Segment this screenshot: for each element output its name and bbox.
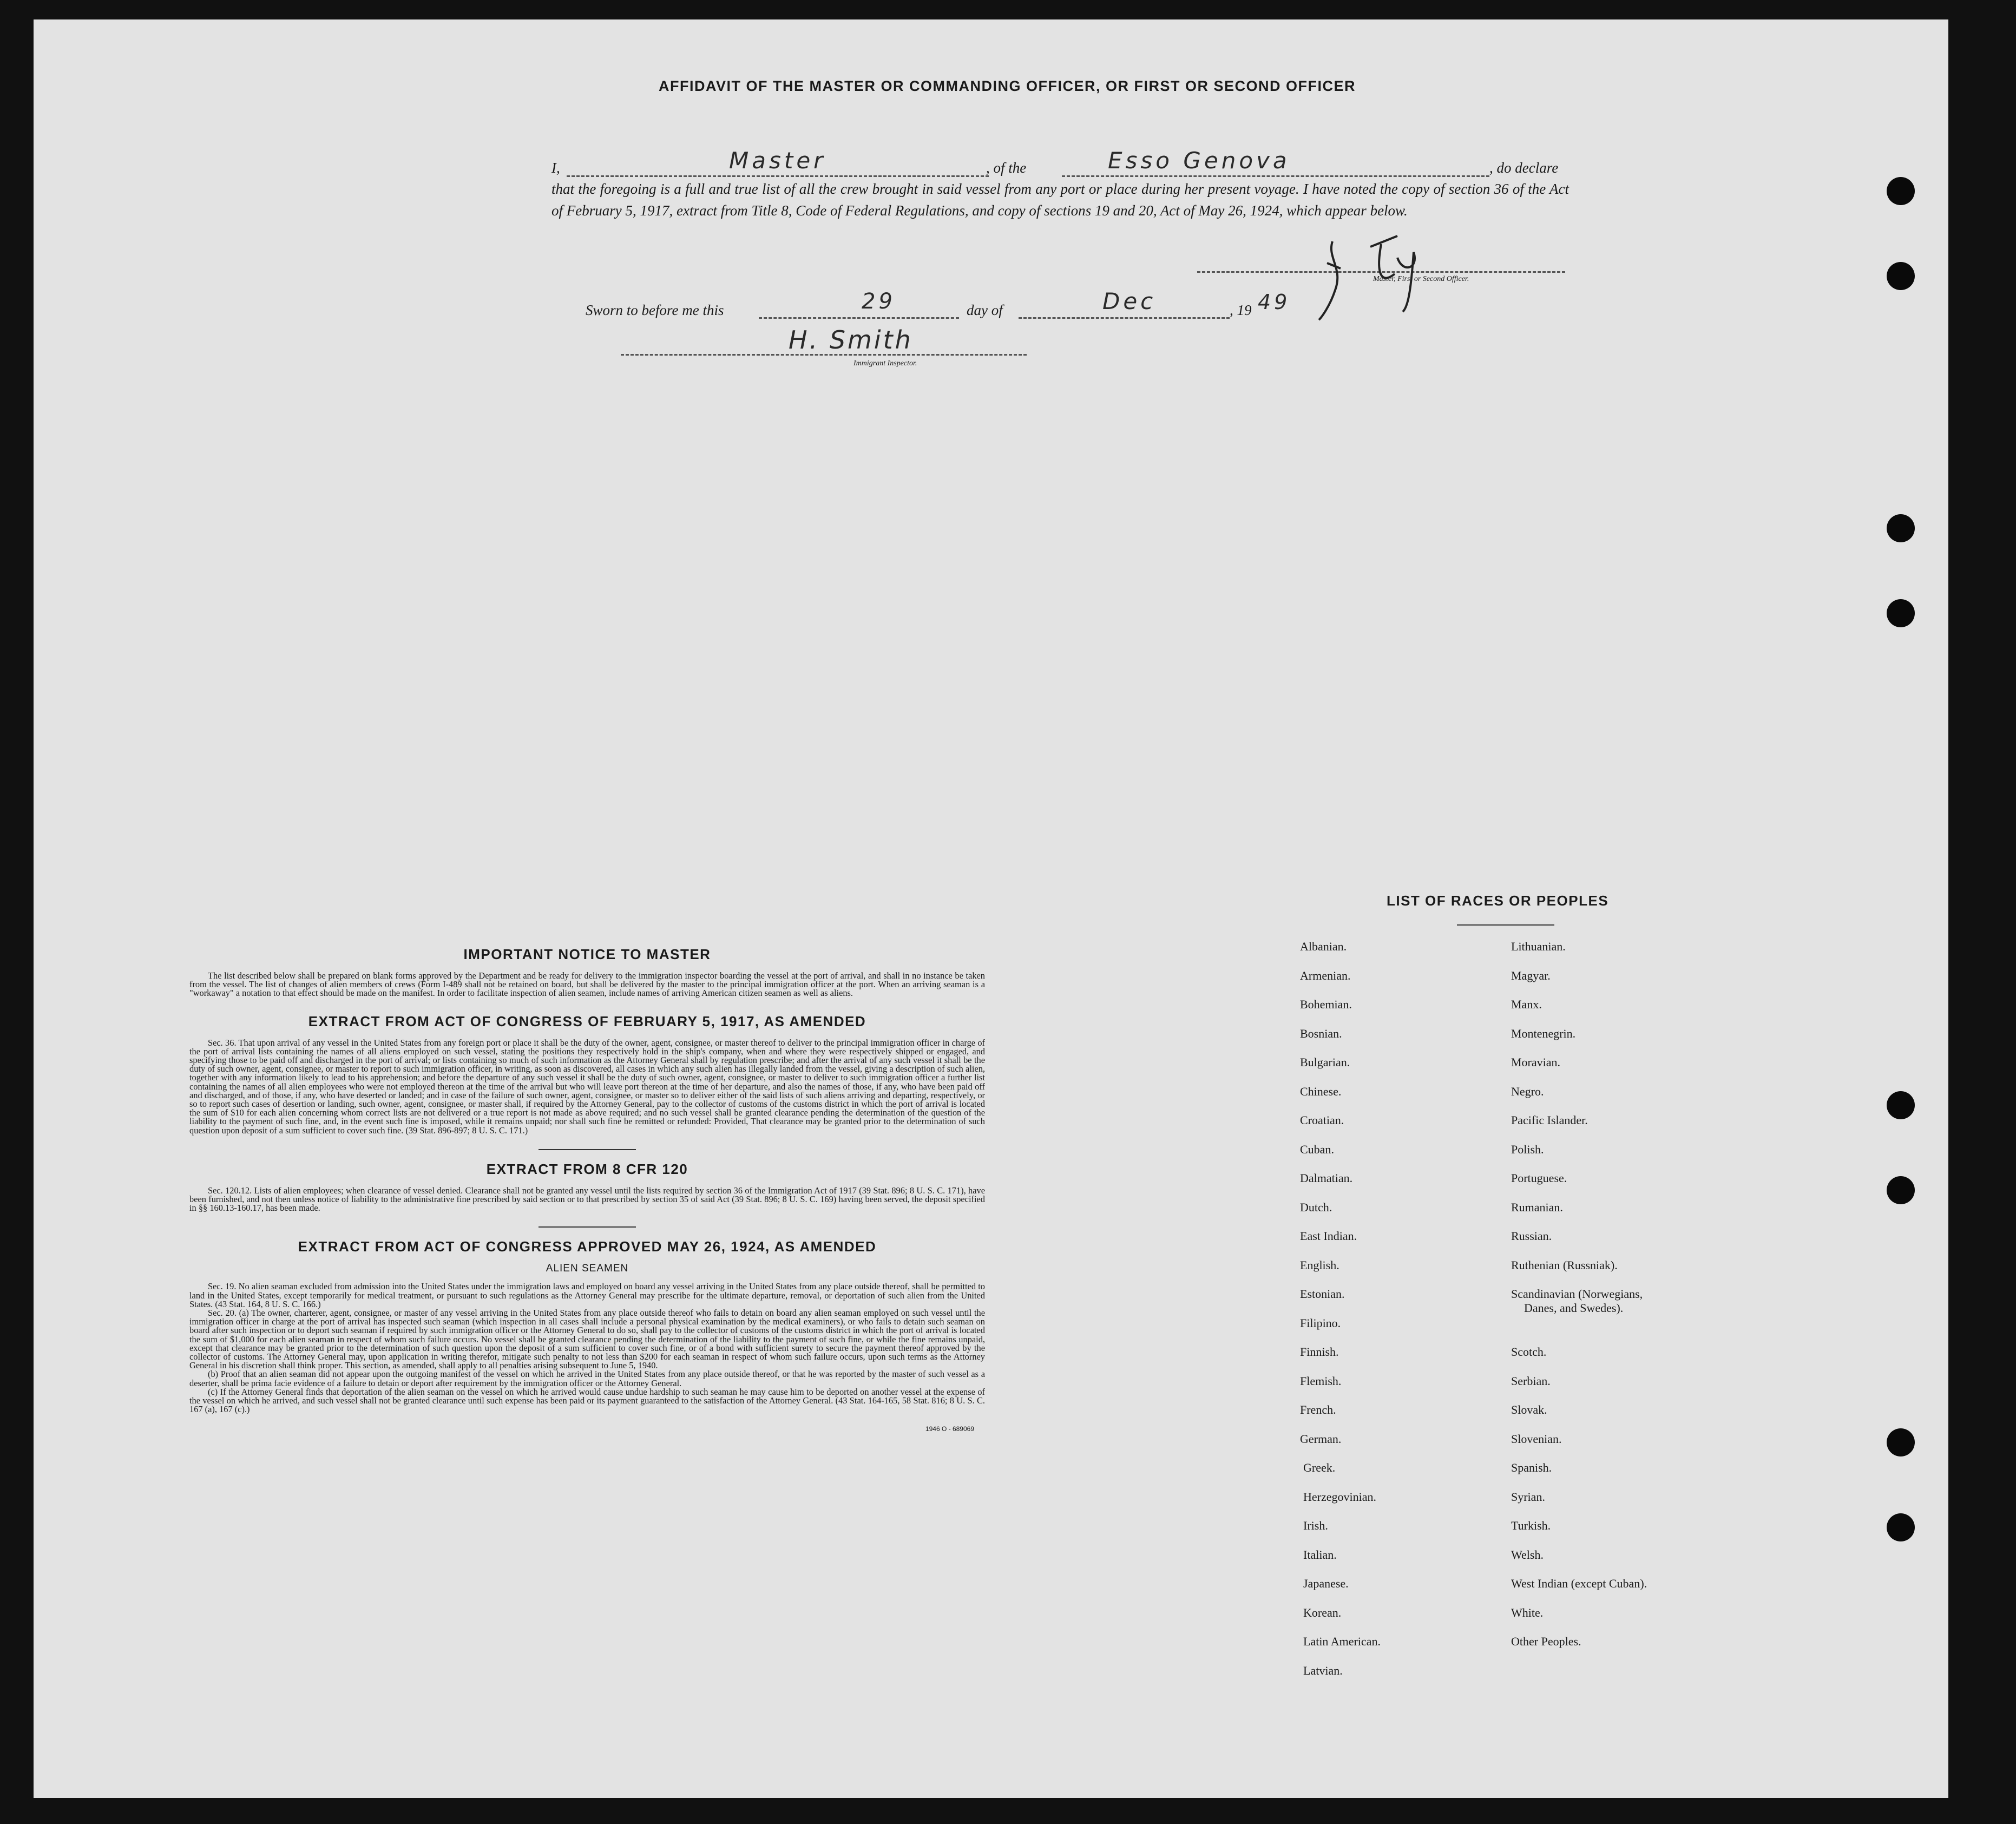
- race-item: Montenegrin.: [1511, 1026, 1576, 1040]
- race-item: Welsh.: [1511, 1547, 1544, 1561]
- affidavit-title: AFFIDAVIT OF THE MASTER OR COMMANDING OFFICER, OR FIRST OR SECOND OFFICER: [659, 78, 1356, 94]
- race-item: Chinese.: [1300, 1084, 1342, 1098]
- race-item: West Indian (except Cuban).: [1511, 1577, 1647, 1590]
- officer-signature: [1300, 225, 1473, 323]
- race-item: Cuban.: [1300, 1142, 1334, 1156]
- race-item: Ruthenian (Russniak).: [1511, 1258, 1618, 1272]
- race-item: White.: [1511, 1605, 1544, 1619]
- do-declare-label: , do declare: [1489, 160, 1559, 176]
- sworn-prefix: Sworn to before me this: [586, 302, 724, 318]
- race-item: Irish.: [1303, 1519, 1328, 1532]
- extract-1924-subheading: ALIEN SEAMEN: [546, 1263, 629, 1275]
- extract-1917-heading: EXTRACT FROM ACT OF CONGRESS OF FEBRUARY 5, 1917, AS AMENDED: [308, 1013, 866, 1029]
- race-item: Russian.: [1511, 1229, 1552, 1243]
- inspector-caption: Immigrant Inspector.: [853, 359, 917, 368]
- binder-hole: [1887, 177, 1915, 205]
- notice-column: [189, 946, 985, 1433]
- race-item: Japanese.: [1303, 1577, 1349, 1590]
- race-item: East Indian.: [1300, 1229, 1357, 1243]
- of-the-label: , of the: [986, 160, 1027, 176]
- race-item: Syrian.: [1511, 1490, 1545, 1504]
- race-item: Other Peoples.: [1511, 1635, 1581, 1648]
- binder-hole: [1887, 1091, 1915, 1119]
- race-item: Slovak.: [1511, 1403, 1547, 1416]
- race-item: Greek.: [1303, 1461, 1336, 1474]
- race-item: Magyar.: [1511, 968, 1551, 982]
- notice-heading: IMPORTANT NOTICE TO MASTER: [463, 946, 711, 962]
- race-item: French.: [1300, 1403, 1336, 1416]
- races-heading: LIST OF RACES OR PEOPLES: [1387, 893, 1609, 909]
- race-item: Lithuanian.: [1511, 940, 1566, 953]
- notice-text: The list described below shall be prepared on blank forms approved by the Department and be ready for delivery to the immigration inspector boarding the vessel at the port of arrival, and shall in no instance be taken from the vessel. The list of changes of alien members of crews (Form I-489 shall not be retained on board, but shall be delivered by the master to the principal immigration officer at the port. When an arriving seaman is a "workaway" a notation to that effect should be made on the manifest. In order to facilitate inspection of alien seamen, include names of arriving American citizen seamen as well as aliens.: [189, 970, 985, 999]
- race-item: Albanian.: [1300, 940, 1347, 953]
- extract-cfr-heading: EXTRACT FROM 8 CFR 120: [486, 1160, 688, 1177]
- race-item: Korean.: [1303, 1605, 1342, 1619]
- race-item: Dutch.: [1300, 1200, 1332, 1214]
- binder-hole: [1887, 1513, 1915, 1541]
- binder-hole: [1887, 599, 1915, 627]
- race-item: Croatian.: [1300, 1113, 1344, 1127]
- affidavit-prefix: I,: [551, 160, 560, 176]
- race-item: Spanish.: [1511, 1461, 1552, 1474]
- race-item: Bosnian.: [1300, 1026, 1342, 1040]
- race-item: Pacific Islander.: [1511, 1113, 1588, 1127]
- race-item: Scotch.: [1511, 1345, 1547, 1359]
- extract-cfr-text: Sec. 120.12. Lists of alien employees; when clearance of vessel denied. Clearance shall not be granted any vessel until the lists required by section 36 of the Immigration Act of 1917 (39 Stat. 896; 8 U. S. C. 171), have been furnished, and not then unless notice of liability to the administrative fine prescribed by said section or to that prescribed by section 35 of said Act (39 Stat. 896; 8 U. S. C. 169) having been served, the deposit specified in §§ 160.13-160.17, has been made.: [189, 1185, 985, 1213]
- race-item: Manx.: [1511, 998, 1542, 1011]
- extract-1924-sec20b: (b) Proof that an alien seaman did not appear upon the outgoing manifest of the vessel on which he arrived in the United States from any place outside thereof, or that he was reported by the master of such vessel as a deserter, shall be prima facie evidence of a failure to detain or deport after requirement by the immigration officer or the Attorney General.: [189, 1369, 985, 1388]
- race-item: Turkish.: [1511, 1519, 1551, 1532]
- race-item: Rumanian.: [1511, 1200, 1563, 1214]
- extract-1924-sec20a: Sec. 20. (a) The owner, charterer, agent, consignee, or master of any vessel arriving in the United States from any place outside thereof who fails to detain on board any alien seaman employed on such vessel until the immigration officer in charge at the port of arrival has inspected such seaman (which inspection in all cases shall include a personal physical examination by the medical examiners), or who fails to detain such seaman on board after such inspection or to deport such seaman if required by such immigration officer or the Attorney General to do so, shall pay to the collector of customs of the customs district in which the port of arrival is located the sum of $1,000 for each alien seaman in respect of whom such failure occurs. No vessel shall be granted clearance pending the determination of the liability to the payment of such fine, or while the fine remains unpaid, except that clearance may be granted prior to the determination of such question upon the deposit of a sum sufficient to cover such fine, or of a bond with sufficient surety to secure the payment thereof approved by the collector of customs. The Attorney General may, upon application in writing therefor, mitigate such penalty to not less than $200 for each seaman in respect of whom such failure occurs, upon such terms as the Attorney General in his discretion shall think proper. This section, as amended, shall apply to all penalties arising subsequent to June 5, 1940.: [189, 1308, 985, 1371]
- race-item: Portuguese.: [1511, 1171, 1567, 1185]
- race-item: Flemish.: [1300, 1374, 1342, 1388]
- binder-hole: [1887, 1176, 1915, 1204]
- master-handwritten: Master: [729, 147, 826, 174]
- race-item: Danes, and Swedes).: [1524, 1301, 1624, 1315]
- affidavit-body: that the foregoing is a full and true list of all the crew brought in said vessel from any port or place during her present voyage. I have noted the copy of section 36 of the Act of February 5, 1917, extract from Title 8, Code of Federal Regulations, and copy of sections 19 and 20, Act of May 26, 1924, which appear below.: [551, 181, 1569, 219]
- day-of-label: day of: [967, 302, 1003, 318]
- officer-caption: Master, First or Second Officer.: [1373, 275, 1469, 283]
- race-item: Moravian.: [1511, 1055, 1561, 1069]
- binder-hole: [1887, 1428, 1915, 1456]
- race-item: Bohemian.: [1300, 998, 1352, 1011]
- extract-1924-sec19: Sec. 19. No alien seaman excluded from admission into the United States under the immigration laws and employed on board any vessel arriving in the United States from any place outside thereof, shall be permitted to land in the United States, except temporarily for medical treatment, or pursuant to such regulations as the Attorney General may prescribe for the ultimate departure, removal, or deportation of such alien from the United States. (43 Stat. 164, 8 U. S. C. 166.): [189, 1281, 985, 1309]
- year-prefix: , 19: [1230, 302, 1252, 318]
- race-item: Negro.: [1511, 1084, 1544, 1098]
- year-handwritten: 49: [1258, 290, 1291, 314]
- race-item: Filipino.: [1300, 1316, 1341, 1330]
- extract-1924-heading: EXTRACT FROM ACT OF CONGRESS APPROVED MAY 26, 1924, AS AMENDED: [298, 1238, 877, 1255]
- race-item: Herzegovinian.: [1303, 1490, 1376, 1504]
- month-handwritten: Dec: [1102, 288, 1157, 314]
- day-handwritten: 29: [862, 289, 896, 314]
- inspector-signature-handwritten: H. Smith: [789, 325, 913, 355]
- binder-hole: [1887, 262, 1915, 290]
- race-item: Slovenian.: [1511, 1432, 1562, 1446]
- race-item: Italian.: [1303, 1547, 1337, 1561]
- race-item: Dalmatian.: [1300, 1171, 1353, 1185]
- race-item: Bulgarian.: [1300, 1055, 1350, 1069]
- race-item: Scandinavian (Norwegians,: [1511, 1287, 1643, 1301]
- race-item: Latvian.: [1303, 1663, 1343, 1677]
- extract-1917-text: Sec. 36. That upon arrival of any vessel in the United States from any foreign port or place it shall be the duty of the owner, agent, consignee, or master thereof to deliver to the principal immigration officer in charge of the port of arrival lists containing the names of all aliens employed on such vessel, stating the positions they respectively hold in the ship's company, when and where they were respectively shipped or engaged, and specifying those to be paid off and discharged in the port of arrival; or lists containing so much of such information as the Attorney General shall by regulation prescribe; and after the arrival of any such vessel it shall be the duty of such owner, agent, consignee, or master to report to such immigration officer, in writing, as soon as discovered, all cases in which any such alien has illegally landed from the vessel, giving a description of such alien, together with any information likely to lead to his apprehension; and before the departure of any such vessel it shall be the duty of such owner, agent, consignee, or master to deliver to such immigration officer a further list containing the names of all alien employees who were not employed thereon at the time of the arrival but who will leave port thereon at the time of her departure, and also the names of those, if any, who have been paid off and discharged, and of those, if any, who have deserted or landed; and in case of the failure of such owner, agent, consignee, or master so to deliver either of the said lists of such aliens arriving and departing, respectively, or so to report such cases of desertion or landing, such owner, agent, consignee, or master shall, if required by the Attorney General, pay to the collector of customs of the customs district in which the port of arrival is located the sum of $10 for each alien concerning whom correct lists are not delivered or a true report is not made as above required; and no such vessel shall be granted clearance pending the determination of the question of the liability to the payment of such fine, and, in the event such fine is imposed, while it remains unpaid; nor shall such fine be remitted or refunded: Provided, That clearance may be granted prior to the determination of such question upon deposit of a sum sufficient to cover such fine. (39 Stat. 896-897; 8 U. S. C. 171.): [189, 1037, 985, 1136]
- race-item: English.: [1300, 1258, 1339, 1272]
- vessel-name-handwritten: Esso Genova: [1108, 147, 1290, 174]
- print-code: 1946 O - 689069: [925, 1425, 974, 1433]
- race-item: Armenian.: [1300, 968, 1351, 982]
- race-item: Polish.: [1511, 1142, 1544, 1156]
- binder-hole: [1887, 514, 1915, 542]
- document-page: [34, 19, 1948, 1798]
- race-item: German.: [1300, 1432, 1342, 1446]
- extract-1924-sec20c: (c) If the Attorney General finds that deportation of the alien seaman on the vessel on which he arrived would cause undue hardship to such seaman he may cause him to be deported on another vessel at the expense of the vessel on which he arrived, and such vessel shall not be granted clearance until such expense has been paid or its payment guaranteed to the satisfaction of the Attorney General. (43 Stat. 164-165, 58 Stat. 816; 8 U. S. C. 167 (a), 167 (c).): [189, 1386, 985, 1415]
- race-item: Latin American.: [1303, 1635, 1381, 1648]
- race-item: Serbian.: [1511, 1374, 1551, 1388]
- race-item: Finnish.: [1300, 1345, 1339, 1359]
- race-item: Estonian.: [1300, 1287, 1345, 1301]
